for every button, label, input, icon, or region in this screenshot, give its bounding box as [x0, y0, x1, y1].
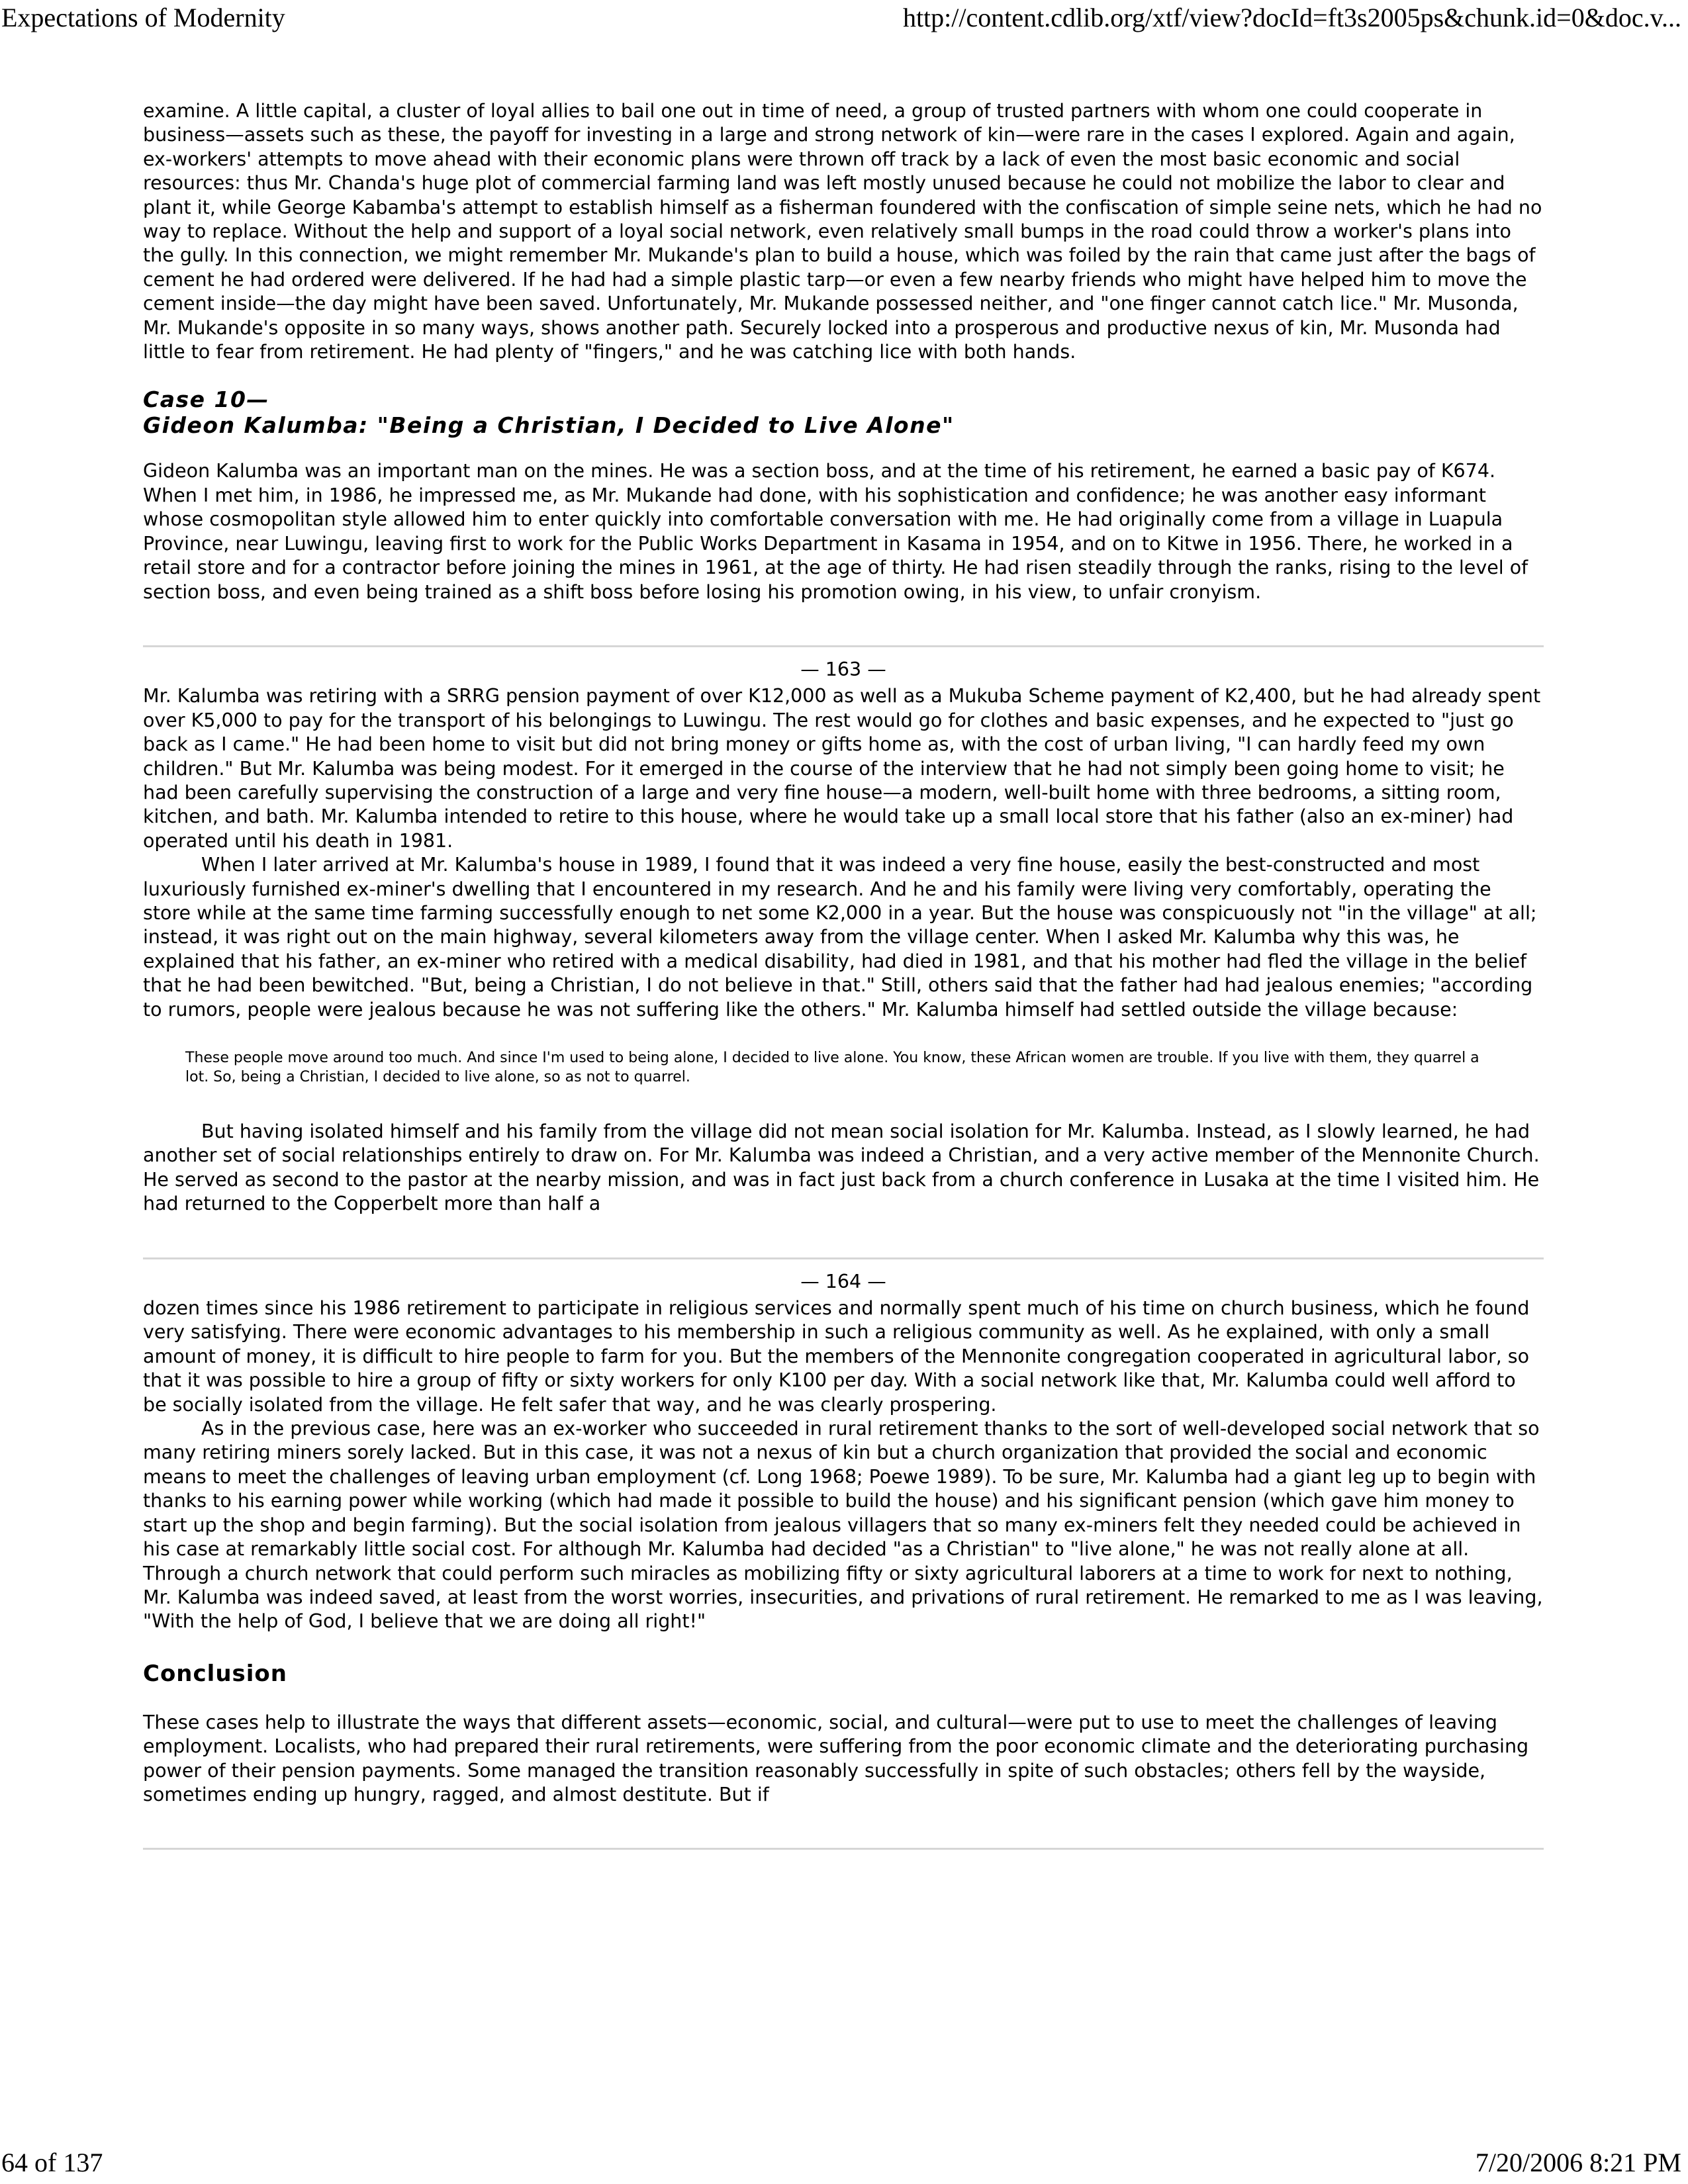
page-url[interactable]: http://content.cdlib.org/xtf/view?docId=ft3s2005ps&chunk.id=0&doc.v... [902, 3, 1681, 32]
document-title: Expectations of Modernity [1, 3, 285, 32]
paragraph: When I later arrived at Mr. Kalumba's house in 1989, I found that it was indeed a very fine house, easily the best-constructed and most luxuriously furnished ex-miner's dwelling that I encountered in my research. And he and his family were living very comfortably, operating the store while at the same time farming successfully enough to net some K2,000 in a year. But the house was conspicuously not "in the village" at all; instead, it was right out on the main highway, several kilometers away from the village center. When I asked Mr. Kalumba why this was, he explained that his father, an ex-miner who retired with a medical disability, had died in 1981, and that his mother had fled the village in the belief that he had been bewitched. "But, being a Christian, I do not believe in that." Still, others said that the father had had jealous enemies; "according to rumors, people were jealous because he was not suffering like the others." Mr. Kalumba himself had settled outside the village because: [143, 854, 1537, 1021]
case-heading-number: Case 10— [143, 387, 269, 413]
case-heading [143, 387, 1544, 438]
page-number: — 164 — [800, 1270, 886, 1293]
page-count: 64 of 137 [1, 2148, 103, 2177]
block-quote: These people move around too much. And since I'm used to being alone, I decided to live alone. You know, these African women are trouble. If you live with them, they quarrel a lot. So, being a Christian, I decided to live alone, so as not to quarrel. [185, 1050, 1479, 1085]
paragraph: These cases help to illustrate the ways that different assets—economic, social, and cultural—were put to use to meet the challenges of leaving employment. Localists, who had prepared their rural retirements, were suffering from the poor economic climate and the deteriorating purchasing power of their pension payments. Some managed the transition reasonably successfully in spite of such obstacles; others fell by the wayside, sometimes ending up hungry, ragged, and almost destitute. But if [143, 1711, 1529, 1805]
page-break-divider [143, 645, 1544, 647]
paragraph: Mr. Kalumba was retiring with a SRRG pension payment of over K12,000 as well as a Mukuba Scheme payment of K2,400, but he had already spent over K5,000 to pay for the transport of his belongings to Luwingu. The rest would go for clothes and basic expenses, and he expected to "just go back as I came." He had been home to visit but did not bring money or gifts home as, with the cost of urban living, "I can hardly feed my own children." But Mr. Kalumba was being modest. For it emerged in the course of the interview that he had not simply been going home to visit; he had been carefully supervising the construction of a large and very fine house—a modern, well-built home with three bedrooms, a sitting room, kitchen, and bath. Mr. Kalumba intended to retire to this house, where he would take up a small local store that his father (also an ex-miner) had operated until his death in 1981. [143, 685, 1541, 852]
print-datetime: 7/20/2006 8:21 PM [1475, 2148, 1681, 2177]
case-heading-title: Gideon Kalumba: "Being a Christian, I Decided to Live Alone" [143, 412, 955, 439]
paragraph: dozen times since his 1986 retirement to participate in religious services and normally spent much of his time on church business, which he found very satisfying. There were economic advantages to his membership in such a religious community as well. As he explained, with only a small amount of money, it is difficult to hire people to farm for you. But the members of the Mennonite congregation cooperated in agricultural labor, so that it was possible to hire a group of fifty or sixty workers for only K100 per day. With a social network like that, Mr. Kalumba could well afford to be socially isolated from the village. He felt safer that way, and he was clearly prospering. [143, 1297, 1530, 1416]
paragraph: Gideon Kalumba was an important man on the mines. He was a section boss, and at the time of his retirement, he earned a basic pay of K674. When I met him, in 1986, he impressed me, as Mr. Mukande had done, with his sophistication and confidence; he was another easy informant whose cosmopolitan style allowed him to enter quickly into comfortable conversation with me. He had originally come from a village in Luapula Province, near Luwingu, leaving first to work for the Public Works Department in Kasama in 1954, and on to Kitwe in 1956. There, he worked in a retail store and for a contractor before joining the mines in 1961, at the age of thirty. He had risen steadily through the ranks, rising to the level of section boss, and even being trained as a shift boss before losing his promotion owing, in his view, to unfair cronyism. [143, 460, 1528, 603]
print-footer [0, 2144, 1688, 2181]
page-break-divider [143, 1257, 1544, 1259]
paragraph: But having isolated himself and his family from the village did not mean social isolation for Mr. Kalumba. Instead, as I slowly learned, he had another set of social relationships entirely to draw on. For Mr. Kalumba was indeed a Christian, and a very active member of the Mennonite Church. He served as second to the pastor at the nearby mission, and was in fact just back from a church conference in Lusaka at the time I visited him. He had returned to the Copperbelt more than half a [143, 1120, 1540, 1215]
print-header [0, 0, 1688, 36]
document-body [143, 99, 1544, 1860]
page-number: — 163 — [800, 658, 886, 680]
paragraph: examine. A little capital, a cluster of loyal allies to bail one out in time of need, a group of trusted partners with whom one could cooperate in business—assets such as these, the payoff for investing in a large and strong network of kin—were rare in the cases I explored. Again and again, ex-workers' attempts to move ahead with their economic plans were thrown off track by a lack of even the most basic economic and social resources: thus Mr. Chanda's huge plot of commercial farming land was left mostly unused because he could not mobilize the labor to clear and plant it, while George Kabamba's attempt to establish himself as a fisherman foundered with the confiscation of simple seine nets, which he had no way to replace. Without the help and support of a loyal social network, even relatively small bumps in the road could throw a worker's plans into the gully. In this connection, we might remember Mr. Mukande's plan to build a house, which was foiled by the rain that came just after the bags of cement he had ordered were delivered. If he had had a simple plastic tarp—or even a few nearby friends who might have helped him to move the cement inside—the day might have been saved. Unfortunately, Mr. Mukande possessed neither, and "one finger cannot catch lice." Mr. Musonda, Mr. Mukande's opposite in so many ways, shows another path. Securely locked into a prosperous and productive nexus of kin, Mr. Musonda had little to fear from retirement. He had plenty of "fingers," and he was catching lice with both hands. [143, 100, 1542, 363]
page-break-divider [143, 1848, 1544, 1850]
conclusion-heading: Conclusion [143, 1660, 287, 1687]
paragraph: As in the previous case, here was an ex-worker who succeeded in rural retirement thanks to the sort of well-developed social network that so many retiring miners sorely lacked. But in this case, it was not a nexus of kin but a church organization that provided the social and economic means to meet the challenges of leaving urban employment (cf. Long 1968; Poewe 1989). To be sure, Mr. Kalumba had a giant leg up to begin with thanks to his earning power while working (which had made it possible to build the house) and his significant pension (which gave him money to start up the shop and begin farming). But the social isolation from jealous villagers that so many ex-miners felt they needed could be achieved in his case at remarkably little social cost. For although Mr. Kalumba had decided "as a Christian" to "live alone," he was not really alone at all. Through a church network that could perform such miracles as mobilizing fifty or sixty agricultural laborers at a time to work for next to nothing, Mr. Kalumba was indeed saved, at least from the worst worries, insecurities, and privations of rural retirement. He remarked to me as I was leaving, "With the help of God, I believe that we are doing all right!" [143, 1418, 1543, 1633]
